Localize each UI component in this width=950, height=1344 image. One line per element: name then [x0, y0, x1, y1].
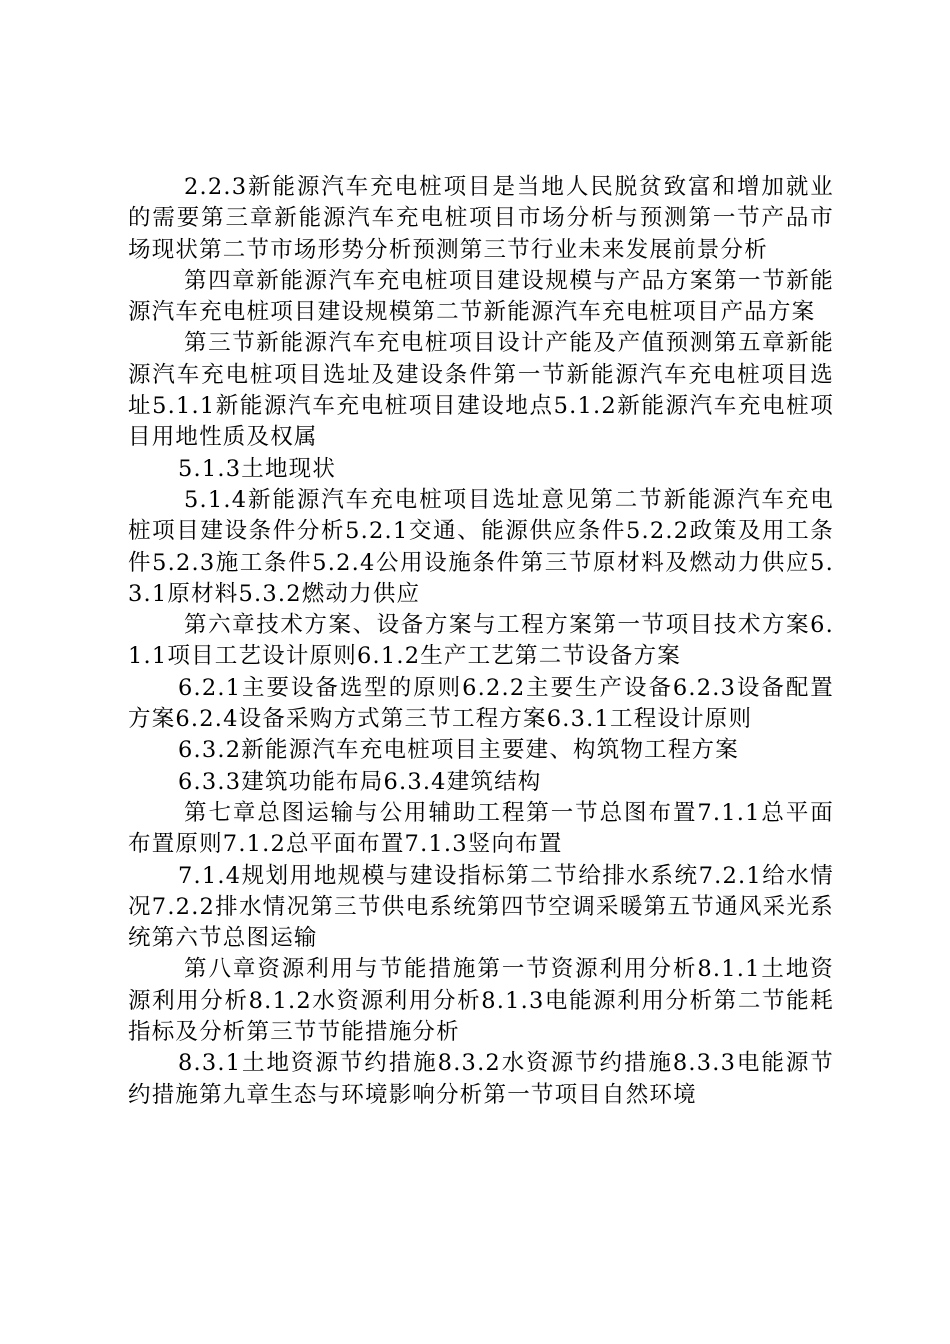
paragraph-chapter-7: 第七章总图运输与公用辅助工程第一节总图布置7.1.1总平面布置原则7.1.2总平面布置7.1.3竖向布置 — [128, 799, 834, 858]
paragraph-5-1-3: 5.1.3土地现状 — [178, 455, 337, 482]
paragraph-section-3-chapter-5: 第三节新能源汽车充电桩项目设计产能及产值预测第五章新能源汽车充电桩项目选址及建设条件第一节新能源汽车充电桩项目选址5.1.1新能源汽车充电桩项目建设地点5.1.2新能源汽车充电桩项目用地性质及权属 — [128, 330, 834, 451]
document-page — [128, 172, 834, 1111]
paragraph-7-1-4: 7.1.4规划用地规模与建设指标第二节给排水系统7.2.1给水情况7.2.2排水情况第三节供电系统第四节空调采暖第五节通风采光系统第六节总图运输 — [128, 862, 834, 952]
paragraph-5-1-4: 5.1.4新能源汽车充电桩项目选址意见第二节新能源汽车充电桩项目建设条件分析5.2.1交通、能源供应条件5.2.2政策及用工条件5.2.3施工条件5.2.4公用设施条件第三节原材料及燃动力供应5.3.1原材料5.3.2燃动力供应 — [128, 486, 834, 607]
paragraph-chapter-8: 第八章资源利用与节能措施第一节资源利用分析8.1.1土地资源利用分析8.1.2水资源利用分析8.1.3电能源利用分析第二节能耗指标及分析第三节节能措施分析 — [128, 956, 834, 1046]
paragraph-6-3-3: 6.3.3建筑功能布局6.3.4建筑结构 — [178, 768, 542, 795]
paragraph-chapter-4: 第四章新能源汽车充电桩项目建设规模与产品方案第一节新能源汽车充电桩项目建设规模第二节新能源汽车充电桩项目产品方案 — [128, 267, 834, 326]
paragraph-2-2-3: 2.2.3新能源汽车充电桩项目是当地人民脱贫致富和增加就业的需要第三章新能源汽车充电桩项目市场分析与预测第一节产品市场现状第二节市场形势分析预测第三节行业未来发展前景分析 — [128, 174, 834, 263]
paragraph-6-3-2: 6.3.2新能源汽车充电桩项目主要建、构筑物工程方案 — [178, 737, 739, 764]
paragraph-chapter-6: 第六章技术方案、设备方案与工程方案第一节项目技术方案6.1.1项目工艺设计原则6.1.2生产工艺第二节设备方案 — [128, 612, 834, 670]
paragraph-8-3-1: 8.3.1土地资源节约措施8.3.2水资源节约措施8.3.3电能源节约措施第九章生态与环境影响分析第一节项目自然环境 — [128, 1050, 834, 1108]
paragraph-6-2-1: 6.2.1主要设备选型的原则6.2.2主要生产设备6.2.3设备配置方案6.2.4设备采购方式第三节工程方案6.3.1工程设计原则 — [128, 674, 834, 733]
